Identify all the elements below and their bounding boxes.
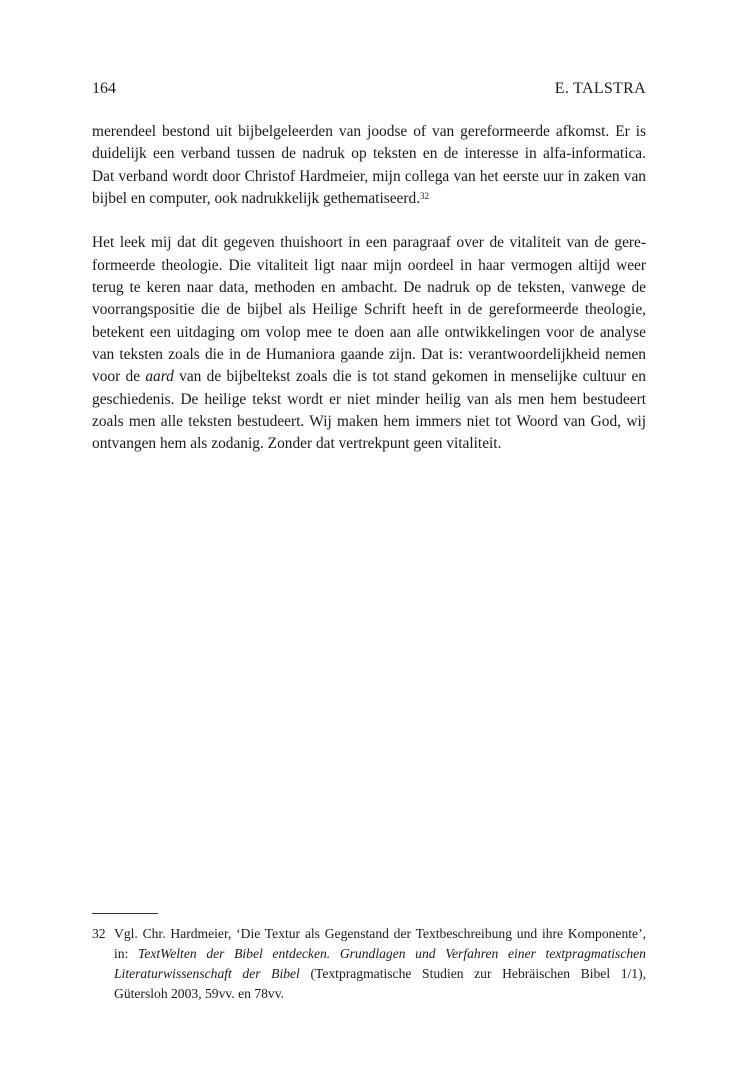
body-text (92, 121, 646, 455)
running-head: E. TALSTRA (554, 80, 646, 97)
page-header (92, 78, 646, 100)
text-line: geschiedenis. De heilige tekst wordt er niet minder heilig van als men hem bestudeert (92, 390, 646, 408)
text-span: van de bijbeltekst zoals die is tot stand gekomen in menselijke cultuur en (179, 368, 646, 386)
paragraph-1 (92, 121, 646, 210)
italic-title: TextWelten der Bibel entdecken. Grundlagen und Verfahren einer textpragmatischen (138, 946, 646, 961)
footnote-line (114, 944, 646, 964)
paragraph-gap (92, 210, 646, 232)
text-line: zoals men alle teksten bestudeert. Wij maken hem immers niet tot Woord van God, wij (92, 412, 646, 430)
text-span: (Textpragmatische Studien zur Hebräischen Bibel 1/1), (310, 966, 646, 981)
footnote-line: Gütersloh 2003, 59vv. en 78vv. (114, 986, 285, 1001)
text-line: duidelijk een verband tussen de nadruk op teksten en de interesse in alfa-informatica. (92, 145, 646, 163)
footnote-line (114, 964, 646, 984)
text-span: voor de (92, 368, 141, 386)
text-span: bijbel en computer, ook nadrukkelijk gethematiseerd. (92, 189, 421, 207)
text-line: Het leek mij dat dit gegeven thuishoort in een paragraaf over de vitaliteit van de gere- (92, 234, 646, 252)
footnote-line: Vgl. Chr. Hardmeier, ‘Die Textur als Gegenstand der Textbeschreibung und ihre Komponente’, (114, 926, 646, 941)
text-line: Dat verband wordt door Christof Hardmeier, mijn collega van het eerste uur in zaken van (92, 167, 646, 185)
footnote-divider (92, 913, 158, 914)
text-line: terug te keren naar data, methoden en ambacht. De nadruk op de teksten, vanwege de (92, 279, 646, 297)
text-line (92, 188, 646, 210)
footnote-body (114, 924, 646, 1004)
text-line: voorrangspositie die de bijbel als Heilige Schrift heeft in de gereformeerde theologie, (92, 301, 646, 319)
text-line (92, 366, 646, 388)
text-line: van teksten zoals die in de Humaniora gaande zijn. Dat is: verantwoordelijkheid nemen (92, 345, 646, 363)
footnote-reference[interactable]: 32 (420, 190, 430, 201)
footnote-number: 32 (92, 926, 106, 941)
page-number: 164 (92, 80, 116, 97)
text-line: merendeel bestond uit bijbelgeleerden van joodse of van gereformeerde afkomst. Er is (92, 123, 646, 140)
italic-term: aard (145, 368, 174, 386)
paragraph-2 (92, 232, 646, 455)
text-line: formeerde theologie. Die vitaliteit ligt naar mijn oordeel in haar vermogen altijd weer (92, 256, 646, 274)
text-line: ontvangen hem als zodanig. Zonder dat vertrekpunt geen vitaliteit. (92, 435, 502, 453)
italic-title: Literaturwissenschaft der Bibel (114, 966, 300, 981)
text-line: betekent een uitdaging om volop mee te doen aan alle ontwikkelingen voor de analyse (92, 323, 646, 341)
text-span: in: (114, 946, 129, 961)
